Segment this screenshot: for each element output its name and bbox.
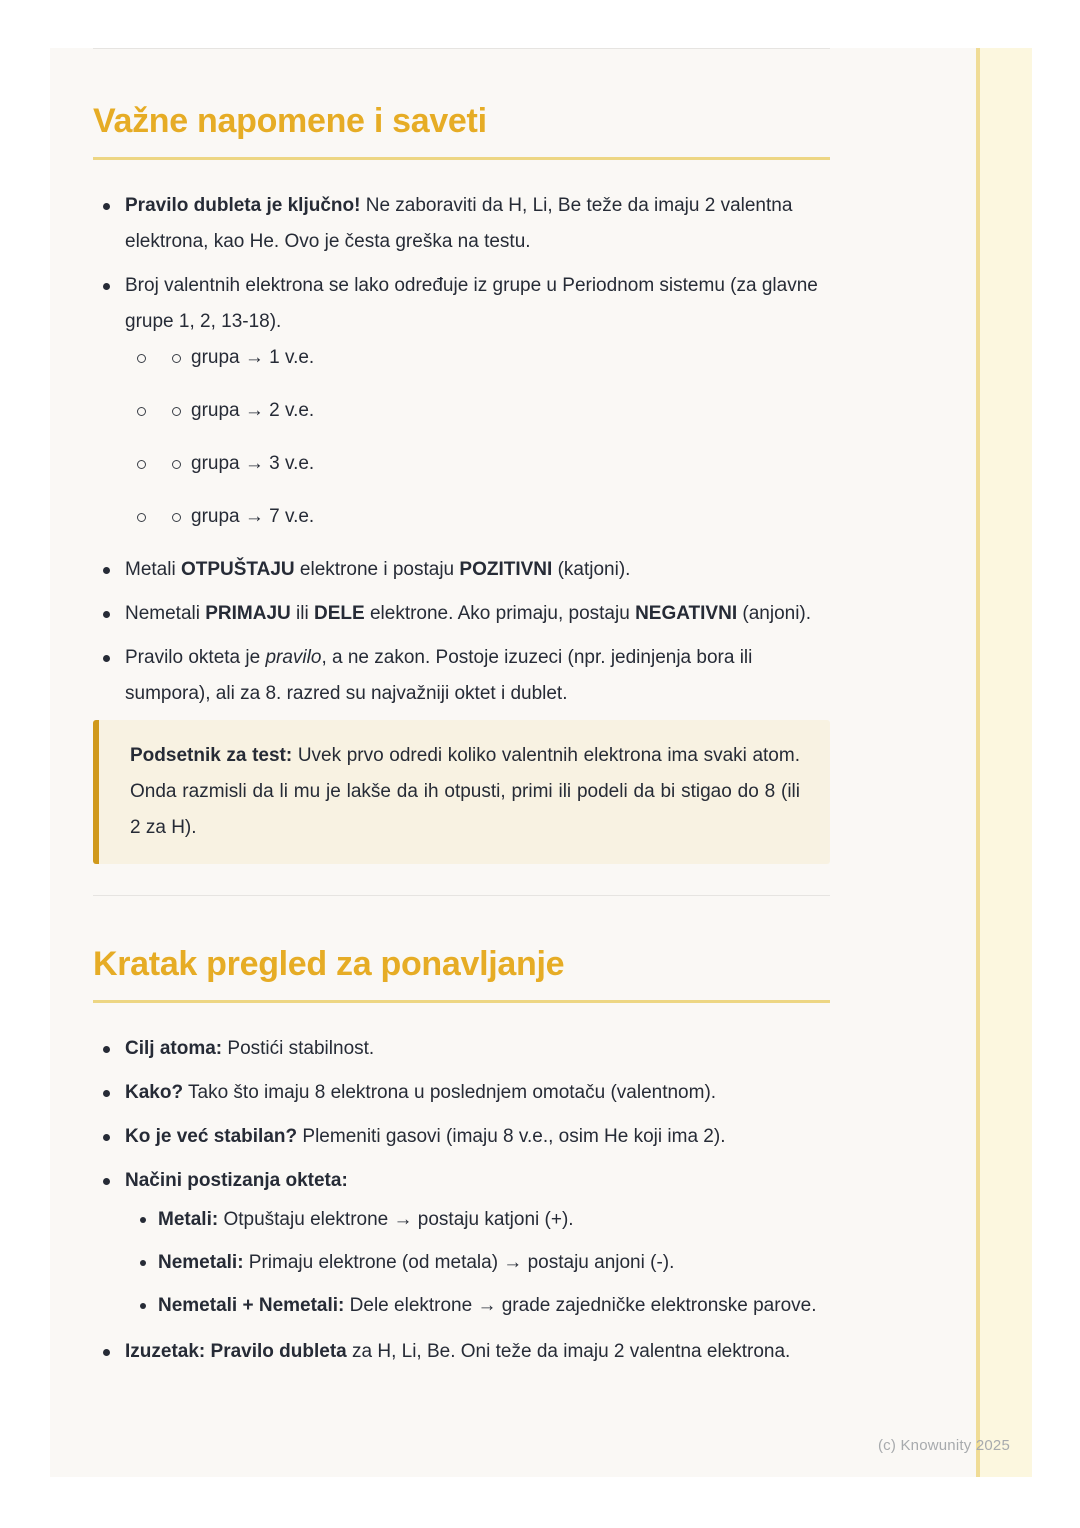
section-title-important-notes: Važne napomene i saveti xyxy=(93,102,487,140)
callout-box xyxy=(93,720,830,864)
list-item-text xyxy=(125,1163,830,1199)
bold-text: Nemetali + Nemetali: xyxy=(158,1295,345,1316)
list-item xyxy=(93,1334,830,1370)
list-item-text xyxy=(191,340,830,376)
list-item-text xyxy=(125,552,830,588)
text: Tako što imaju 8 elektrona u poslednjem omotaču (valentnom). xyxy=(183,1082,717,1103)
bold-text: Načini postizanja okteta: xyxy=(125,1170,348,1191)
bullet-icon xyxy=(103,655,110,662)
bullet-icon xyxy=(103,1090,110,1097)
list-item xyxy=(93,1119,830,1155)
circle-bullet-icon xyxy=(137,354,146,363)
bullet-icon xyxy=(140,1303,146,1309)
bold-text: Podsetnik za test: xyxy=(130,745,293,766)
callout-text xyxy=(130,738,800,846)
bold-text: POZITIVNI xyxy=(459,559,553,580)
title-underline xyxy=(93,1000,830,1003)
text: Dele elektrone → grade zajedničke elektronske parove. xyxy=(344,1295,817,1316)
list-item xyxy=(93,552,830,588)
list-item-text xyxy=(191,446,830,482)
list-item-text xyxy=(125,1075,830,1111)
bold-text: Kako? xyxy=(125,1082,184,1103)
bullet-list-important-notes xyxy=(93,188,830,712)
list-item-text xyxy=(125,188,830,260)
list-item xyxy=(93,446,830,482)
list-item-text xyxy=(125,640,830,712)
list-item-text xyxy=(125,1031,830,1067)
text: grupa → 7 v.e. xyxy=(191,506,315,527)
bullet-list-quick-review xyxy=(93,1031,830,1370)
bold-text: Ko je već stabilan? xyxy=(125,1126,298,1147)
circle-bullet-icon xyxy=(172,407,181,416)
bullet-icon xyxy=(103,611,110,618)
list-item-text xyxy=(125,1334,830,1370)
notes-card xyxy=(50,48,976,1477)
divider xyxy=(93,895,830,896)
list-item xyxy=(93,1202,830,1238)
bold-text: Izuzetak: Pravilo dubleta xyxy=(125,1341,347,1362)
watermark: (c) Knowunity 2025 xyxy=(877,1437,1010,1454)
text: grupa → 2 v.e. xyxy=(191,400,315,421)
circle-bullet-icon xyxy=(137,513,146,522)
text: Primaju elektrone (od metala) → postaju anjoni (-). xyxy=(243,1252,675,1273)
list-item xyxy=(93,596,830,632)
text: elektrone. Ako primaju, postaju xyxy=(364,603,636,624)
text: za H, Li, Be. Oni teže da imaju 2 valentna elektrona. xyxy=(346,1341,791,1362)
list-item-text xyxy=(158,1288,830,1324)
section-title-quick-review: Kratak pregled za ponavljanje xyxy=(93,945,565,983)
text: Otpuštaju elektrone → postaju katjoni (+). xyxy=(218,1209,574,1230)
bullet-icon xyxy=(140,1217,146,1223)
circle-bullet-icon xyxy=(137,407,146,416)
list-item-text xyxy=(191,393,830,429)
text: grupa → 1 v.e. xyxy=(191,347,315,368)
bullet-icon xyxy=(103,1134,110,1141)
bold-text: PRIMAJU xyxy=(205,603,291,624)
list-item-text xyxy=(191,499,830,535)
bullet-icon xyxy=(103,567,110,574)
divider xyxy=(93,48,830,49)
bold-text: OTPUŠTAJU xyxy=(180,559,295,580)
list-item xyxy=(93,268,830,340)
text: (katjoni). xyxy=(552,559,631,580)
text: (anjoni). xyxy=(737,603,812,624)
circle-bullet-icon xyxy=(172,460,181,469)
bold-text: NEGATIVNI xyxy=(635,603,738,624)
bold-text: Metali: xyxy=(158,1209,219,1230)
text: Ne zaboraviti da H, Li, Be teže da imaju 2 valentna elektrona, kao He. Ovo je česta greška na testu. xyxy=(125,195,793,252)
text: , a ne zakon. Postoje izuzeci (npr. jedinjenja bora ili sumpora), ali za 8. razred su najvažniji oktet i dublet. xyxy=(125,647,753,704)
content-column xyxy=(93,48,830,1378)
bullet-icon xyxy=(103,283,110,290)
list-item xyxy=(93,640,830,712)
text: grupa → 3 v.e. xyxy=(191,453,315,474)
list-item-text xyxy=(125,268,830,340)
list-item xyxy=(93,1163,830,1199)
text: Postići stabilnost. xyxy=(222,1038,375,1059)
text: ili xyxy=(290,603,314,624)
text: elektrone i postaju xyxy=(294,559,460,580)
list-item xyxy=(93,340,830,376)
bold-text: Pravilo dubleta je ključno! xyxy=(125,195,361,216)
circle-bullet-icon xyxy=(137,460,146,469)
list-item-text xyxy=(125,596,830,632)
list-item xyxy=(93,393,830,429)
text: Broj valentnih elektrona se lako određuje iz grupe u Periodnom sistemu (za glavne grupe 1, 2, 13-18). xyxy=(125,275,818,332)
bullet-icon xyxy=(103,1046,110,1053)
bold-text: Nemetali: xyxy=(158,1252,244,1273)
bold-text: Cilj atoma: xyxy=(125,1038,223,1059)
list-item xyxy=(93,1031,830,1067)
title-underline xyxy=(93,157,830,160)
list-item xyxy=(93,1075,830,1111)
list-item xyxy=(93,499,830,535)
italic-text: pravilo xyxy=(265,647,322,668)
list-item-text xyxy=(158,1202,830,1238)
text: Metali xyxy=(125,559,181,580)
page-edge-stripe xyxy=(976,48,1032,1477)
text: Uvek prvo odredi koliko valentnih elektrona ima svaki atom. Onda razmisli da li mu je lakše da ih otpusti, primi ili podeli da bi stigao do 8 (ili 2 za H). xyxy=(130,745,800,838)
bullet-icon xyxy=(103,1178,110,1185)
bullet-icon xyxy=(140,1260,146,1266)
text: Plemeniti gasovi (imaju 8 v.e., osim He koji ima 2). xyxy=(297,1126,726,1147)
list-item-text xyxy=(125,1119,830,1155)
bullet-icon xyxy=(103,203,110,210)
circle-bullet-icon xyxy=(172,354,181,363)
list-item-text xyxy=(158,1245,830,1281)
circle-bullet-icon xyxy=(172,513,181,522)
bold-text: DELE xyxy=(314,603,365,624)
bullet-icon xyxy=(103,1349,110,1356)
text: Nemetali xyxy=(125,603,206,624)
list-item xyxy=(93,1288,830,1324)
list-item xyxy=(93,188,830,260)
list-item xyxy=(93,1245,830,1281)
text: Pravilo okteta je xyxy=(125,647,266,668)
